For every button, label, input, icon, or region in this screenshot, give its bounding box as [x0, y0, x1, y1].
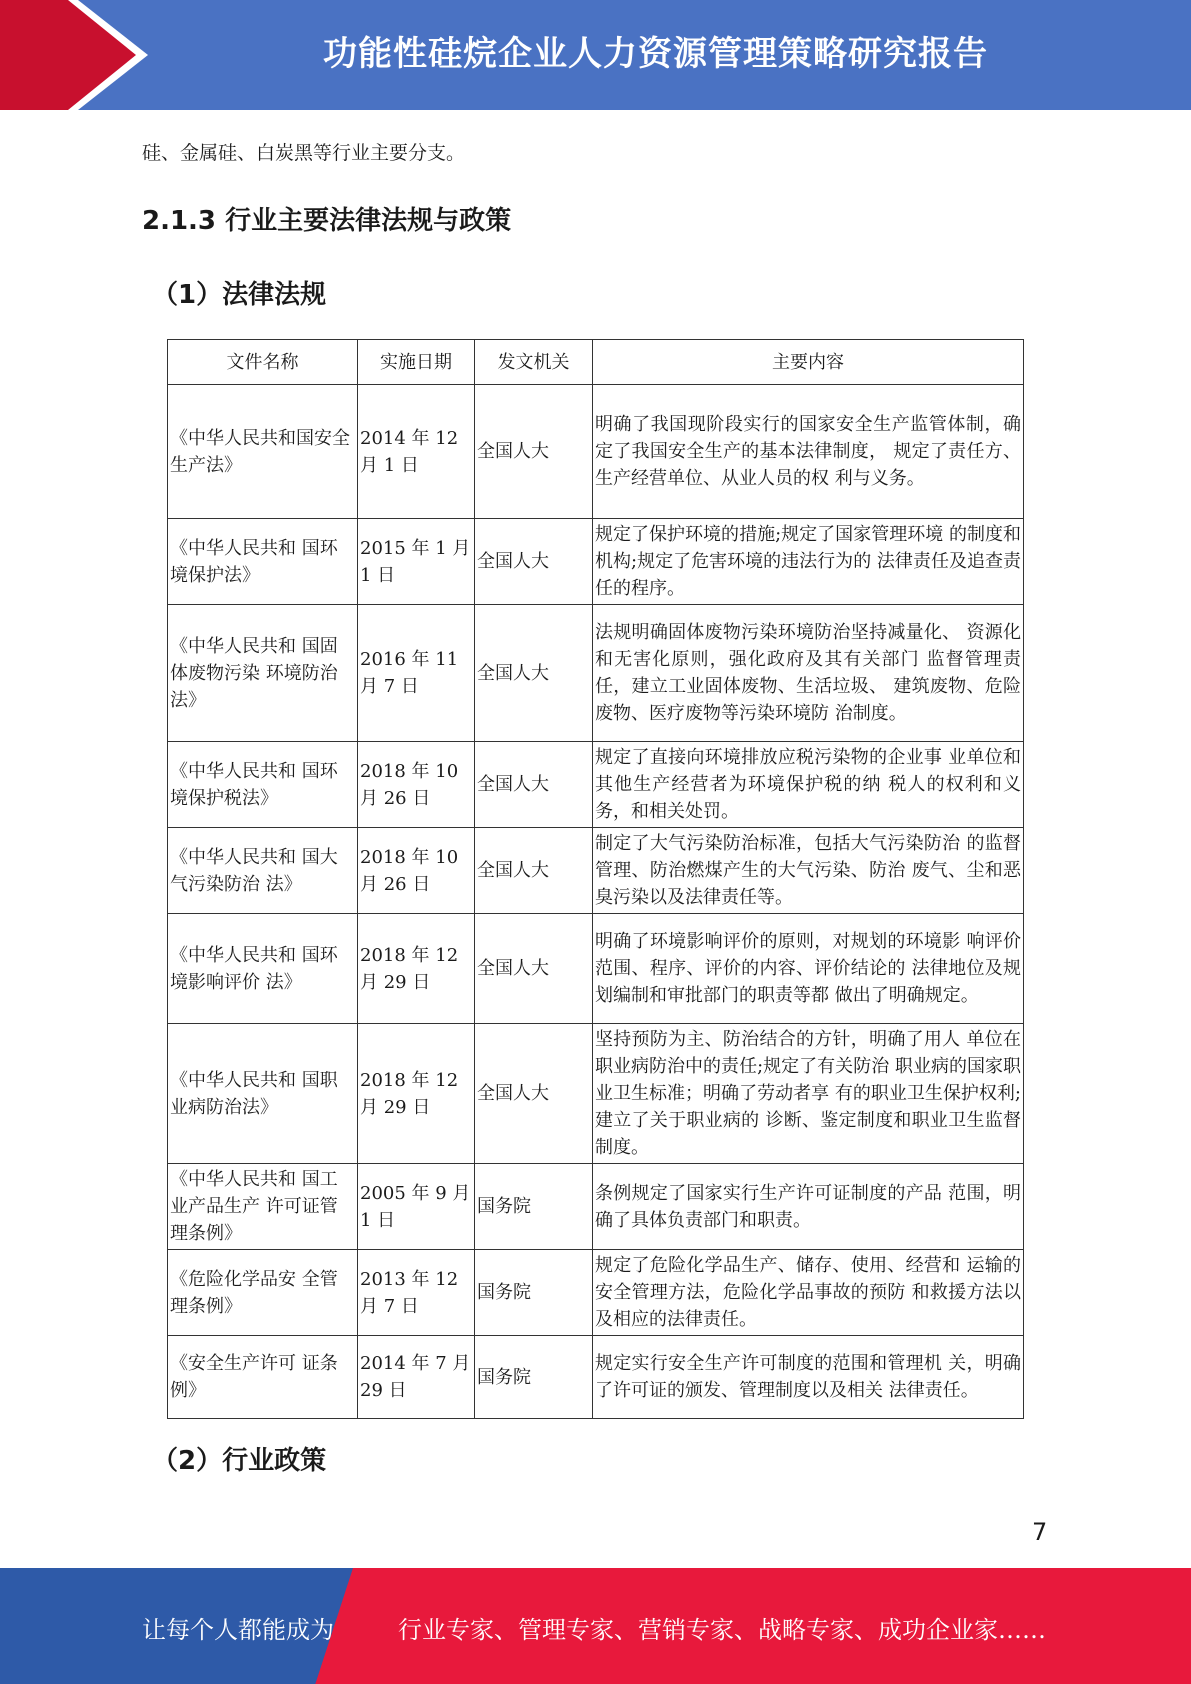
table-header-row	[168, 340, 1024, 385]
footer-banner	[0, 1568, 1191, 1684]
cell-name: 《中华人民共和 国环境保护法》	[168, 519, 358, 605]
cell-org: 国务院	[475, 1336, 593, 1419]
cell-name: 《中华人民共和 国环境保护税法》	[168, 742, 358, 828]
cell-name: 《中华人民共和 国固体废物污染 环境防治法》	[168, 605, 358, 742]
cell-name: 《中华人民共和 国环境影响评价 法》	[168, 914, 358, 1024]
cell-content: 明确了环境影响评价的原则，对规划的环境影 响评价范围、程序、评价的内容、评价结论的 法律地位及规划编制和审批部门的职责等都 做出了明确规定。	[593, 914, 1024, 1024]
cell-org: 国务院	[475, 1164, 593, 1250]
cell-content: 规定了直接向环境排放应税污染物的企业事 业单位和其他生产经营者为环境保护税的纳 税人的权利和义务，和相关处罚。	[593, 742, 1024, 828]
table-row	[168, 385, 1024, 519]
cell-content: 制定了大气污染防治标准，包括大气污染防治 的监督管理、防治燃煤产生的大气污染、防治 废气、尘和恶臭污染以及法律责任等。	[593, 828, 1024, 914]
cell-date: 2018 年 12 月 29 日	[358, 1024, 475, 1164]
cell-org: 全国人大	[475, 1024, 593, 1164]
header-red-block	[0, 0, 68, 110]
table-row	[168, 742, 1024, 828]
cell-date: 2014 年 12 月 1 日	[358, 385, 475, 519]
cell-content: 规定了保护环境的措施;规定了国家管理环境 的制度和机构;规定了危害环境的违法行为的 法律责任及追查责任的程序。	[593, 519, 1024, 605]
cell-content: 坚持预防为主、防治结合的方针，明确了用人 单位在职业病防治中的责任;规定了有关防治 职业病的国家职业卫生标准；明确了劳动者享 有的职业卫生保护权利;建立了关于职业病的 诊断、鉴定制度和职业卫生监督制度。	[593, 1024, 1024, 1164]
cell-date: 2016 年 11 月 7 日	[358, 605, 475, 742]
header-banner	[0, 0, 1191, 110]
cell-org: 全国人大	[475, 742, 593, 828]
footer-slogan-right: 行业专家、管理专家、营销专家、战略专家、成功企业家……	[398, 1616, 1046, 1644]
cell-name: 《中华人民共和 国职业病防治法》	[168, 1024, 358, 1164]
table-body	[168, 385, 1024, 1419]
cell-date: 2018 年 10 月 26 日	[358, 742, 475, 828]
table-row	[168, 1336, 1024, 1419]
header-arrow	[68, 0, 150, 110]
cell-date: 2015 年 1 月 1 日	[358, 519, 475, 605]
cell-content: 规定了危险化学品生产、储存、使用、经营和 运输的安全管理方法，危险化学品事故的预防 和救援方法以及相应的法律责任。	[593, 1250, 1024, 1336]
footer-slogan-left: 让每个人都能成为	[142, 1616, 334, 1644]
cell-name: 《中华人民共和 国大气污染防治 法》	[168, 828, 358, 914]
cell-date: 2018 年 10 月 26 日	[358, 828, 475, 914]
cell-org: 全国人大	[475, 828, 593, 914]
cell-date: 2013 年 12 月 7 日	[358, 1250, 475, 1336]
cell-name: 《中华人民共和 国工业产品生产 许可证管理条例》	[168, 1164, 358, 1250]
column-header-date: 实施日期	[358, 340, 475, 385]
subheading-policies: （2）行业政策	[152, 1446, 327, 1476]
cell-date: 2018 年 12 月 29 日	[358, 914, 475, 1024]
cell-org: 全国人大	[475, 519, 593, 605]
cell-org: 全国人大	[475, 605, 593, 742]
cell-name: 《中华人民共和国安全生产法》	[168, 385, 358, 519]
table-row	[168, 828, 1024, 914]
cell-content: 法规明确固体废物污染环境防治坚持减量化、 资源化和无害化原则，强化政府及其有关部门 监督管理责任，建立工业固体废物、生活垃圾、 建筑废物、危险废物、医疗废物等污染环境防 治制度。	[593, 605, 1024, 742]
cell-content: 条例规定了国家实行生产许可证制度的产品 范围，明确了具体负责部门和职责。	[593, 1164, 1024, 1250]
cell-org: 全国人大	[475, 914, 593, 1024]
column-header-content: 主要内容	[593, 340, 1024, 385]
intro-paragraph: 硅、金属硅、白炭黑等行业主要分支。	[142, 142, 466, 164]
cell-org: 全国人大	[475, 385, 593, 519]
cell-name: 《危险化学品安 全管理条例》	[168, 1250, 358, 1336]
table-row	[168, 1250, 1024, 1336]
cell-content: 明确了我国现阶段实行的国家安全生产监管体制，确定了我国安全生产的基本法律制度， 规定了责任方、生产经营单位、从业人员的权 利与义务。	[593, 385, 1024, 519]
cell-date: 2014 年 7 月 29 日	[358, 1336, 475, 1419]
laws-table	[167, 339, 1024, 1419]
column-header-org: 发文机关	[475, 340, 593, 385]
table-row	[168, 519, 1024, 605]
cell-date: 2005 年 9 月 1 日	[358, 1164, 475, 1250]
cell-content: 规定实行安全生产许可制度的范围和管理机 关，明确了许可证的颁发、管理制度以及相关 法律责任。	[593, 1336, 1024, 1419]
cell-org: 国务院	[475, 1250, 593, 1336]
table-row	[168, 1024, 1024, 1164]
column-header-name: 文件名称	[168, 340, 358, 385]
arrow-chevron-icon	[68, 0, 150, 110]
subheading-laws: （1）法律法规	[152, 280, 327, 310]
table-row	[168, 605, 1024, 742]
table-row	[168, 914, 1024, 1024]
document-title: 功能性硅烷企业人力资源管理策略研究报告	[323, 34, 988, 74]
page-number: 7	[1032, 1518, 1048, 1546]
section-heading: 2.1.3 行业主要法律法规与政策	[142, 206, 512, 236]
table-row	[168, 1164, 1024, 1250]
cell-name: 《安全生产许可 证条例》	[168, 1336, 358, 1419]
